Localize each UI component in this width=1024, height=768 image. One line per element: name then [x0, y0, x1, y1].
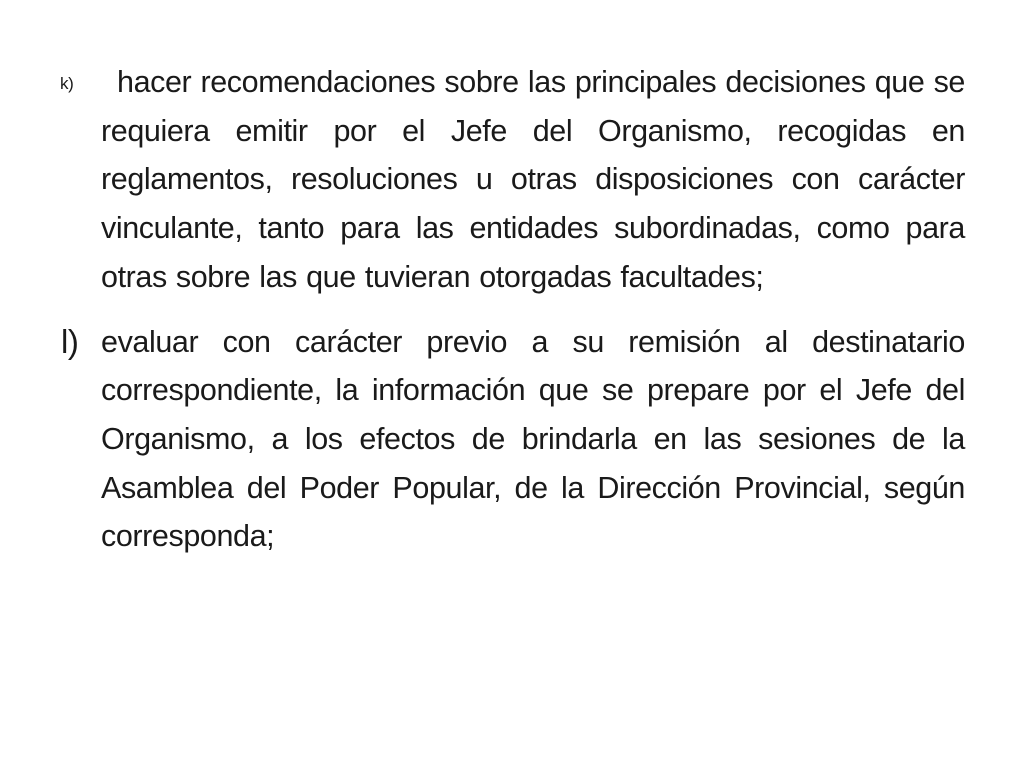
slide-content [60, 58, 965, 561]
list-item-k-text: hacer recomendaciones sobre las principales decisiones que se requiera emitir por el Jefe del Organismo, recogidas en reglamentos, resoluciones u otras disposiciones con carácter vinculante, tanto para las entidades subordinadas, como para otras sobre las que tuvieran otorgadas facultades; [101, 65, 965, 294]
list-marker-k: k) [60, 74, 74, 93]
list-item-k [60, 58, 965, 302]
list-item-l [60, 318, 965, 562]
list-marker-l: l) [61, 322, 79, 360]
list-item-l-text: evaluar con carácter previo a su remisión al destinatario correspondiente, la información que se prepare por el Jefe del Organismo, a los efectos de brindarla en las sesiones de la Asamblea del Poder Popular, de la Dirección Provincial, según corresponda; [101, 324, 965, 554]
